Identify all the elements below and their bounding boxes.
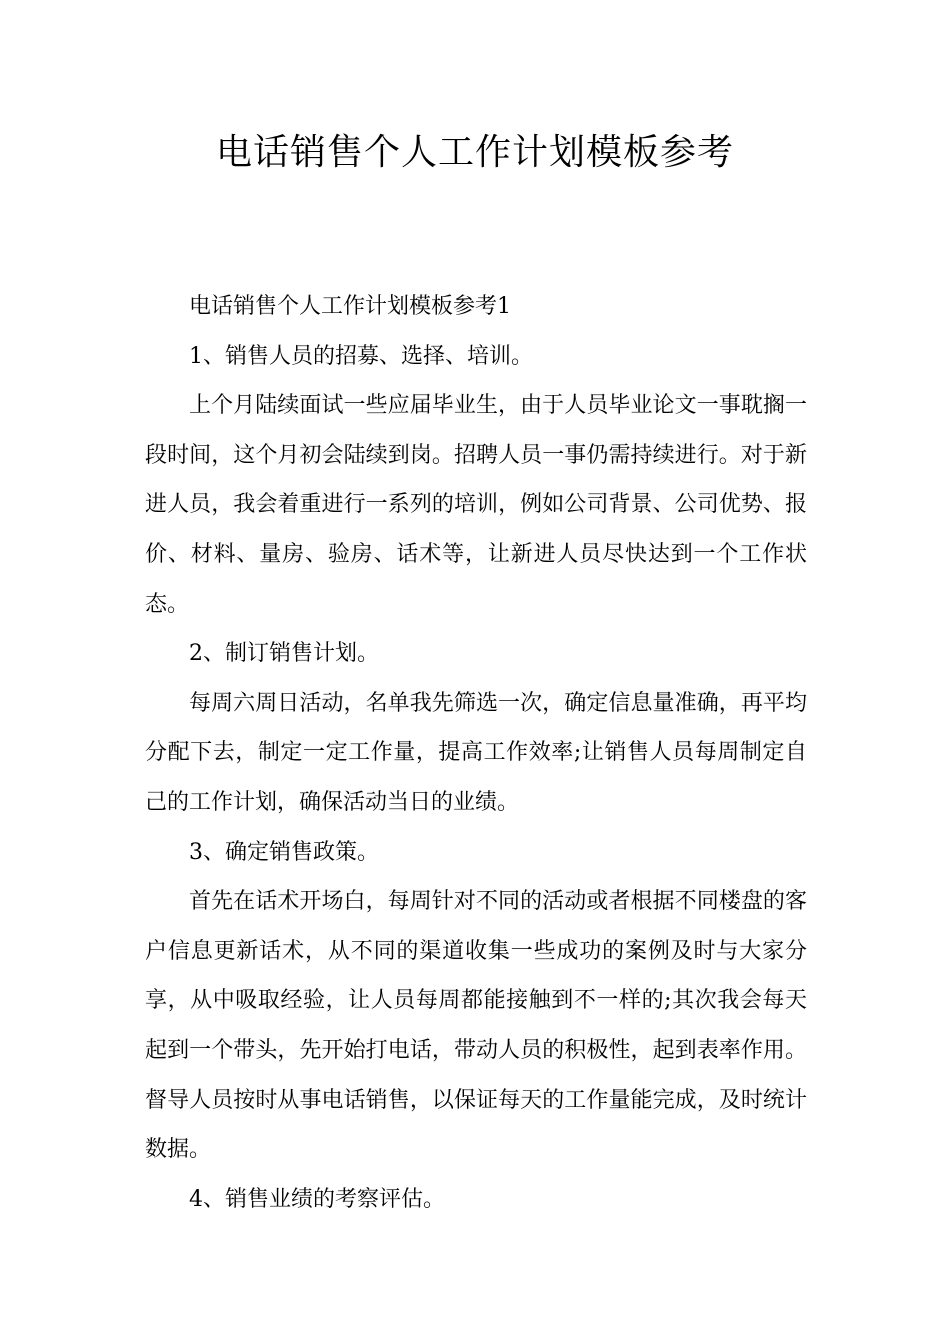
item-heading-1: 1、销售人员的招募、选择、培训。 [189,343,533,369]
item-heading-3: 3、确定销售政策。 [189,839,379,865]
paragraph-3: 首先在话术开场白，每周针对不同的活动或者根据不同楼盘的客户信息更新话术，从不同的渠道收集一些成功的案例及时与大家分享，从中吸取经验，让人员每周都能接触到不一样的;其次我会每天起到一个带头，先开始打电话，带动人员的积极性，起到表率作用。督导人员按时从事电话销售，以保证每天的工作量能完成，及时统计数据。 [145,889,807,1163]
paragraph-2: 每周六周日活动，名单我先筛选一次，确定信息量准确，再平均分配下去，制定一定工作量，提高工作效率;让销售人员每周制定自己的工作计划，确保活动当日的业绩。 [145,690,807,815]
item-heading-4: 4、销售业绩的考察评估。 [189,1186,445,1212]
document-title: 电话销售个人工作计划模板参考 [215,132,734,173]
item-heading-2: 2、制订销售计划。 [189,641,379,667]
section-heading: 电话销售个人工作计划模板参考1 [189,294,511,319]
paragraph-1: 上个月陆续面试一些应届毕业生，由于人员毕业论文一事耽搁一段时间，这个月初会陆续到岗。招聘人员一事仍需持续进行。对于新进人员，我会着重进行一系列的培训，例如公司背景、公司优势、报价、材料、量房、验房、话术等，让新进人员尽快达到一个工作状态。 [145,393,807,617]
document-body [145,282,807,1224]
